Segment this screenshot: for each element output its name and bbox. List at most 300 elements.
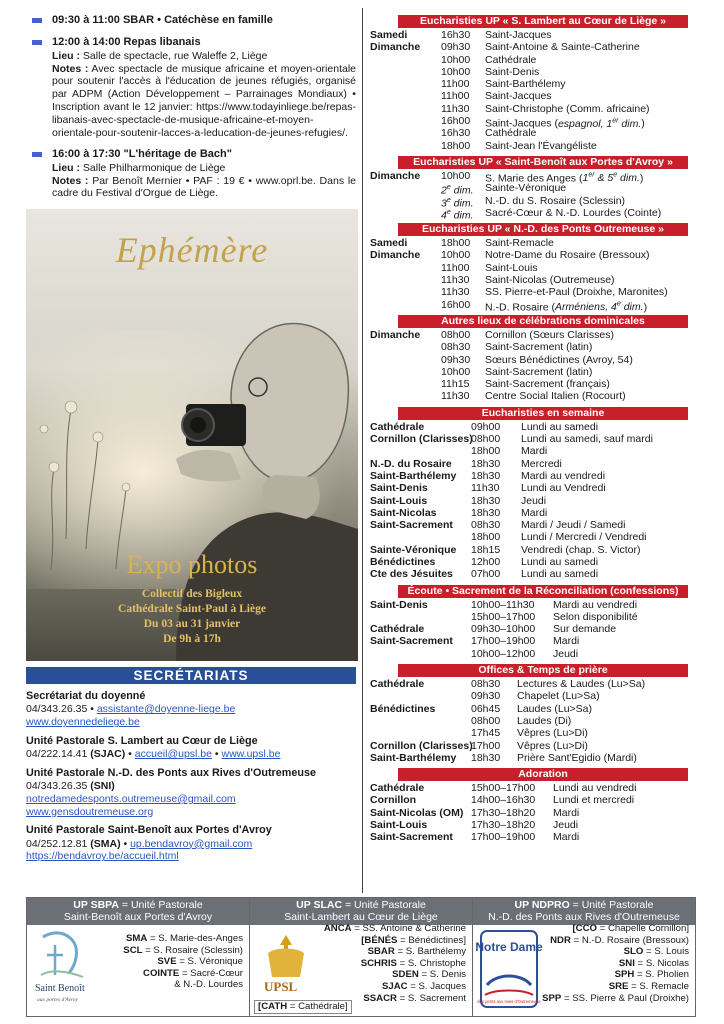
row-detail: Vêpres (Lu>Di): [517, 727, 588, 740]
row-place: [370, 366, 441, 378]
contact-text: •: [125, 748, 135, 761]
row-time: 10h00: [441, 249, 471, 262]
abbreviation-entry: SPP = SS. Pierre & Paul (Droixhe): [542, 992, 689, 1004]
unit-ndpro: [473, 898, 695, 1016]
abbreviation-entry: SPH = S. Pholien: [614, 969, 689, 981]
section-heading: Écoute • Sacrement de la Réconciliation (confessions): [398, 585, 688, 598]
row-time: 10h00–11h30: [471, 598, 535, 611]
contact-link[interactable]: www.gensdoutremeuse.org: [26, 805, 154, 818]
schedule-row: [370, 752, 694, 764]
schedule-row: [370, 648, 694, 660]
expo-poster: [26, 209, 358, 661]
row-detail: Lundi au samedi: [521, 555, 599, 568]
schedule-row: [370, 115, 694, 130]
schedule-row: [370, 194, 694, 210]
row-time: 08h00: [471, 714, 501, 727]
row-time: 18h30: [471, 469, 501, 482]
contact-link[interactable]: assistante@doyenne-liege.be: [96, 703, 236, 716]
secretariat-contact: [26, 748, 356, 761]
row-detail: Saint-Sacrement (latin): [485, 341, 593, 354]
row-time: 17h45: [471, 727, 501, 740]
row-detail: Vêpres (Lu>Di): [517, 739, 588, 752]
row-place: [370, 299, 441, 311]
section-heading: Autres lieux de célébrations dominicales: [398, 315, 688, 328]
abbreviation-entry: SMA = S. Marie-des-Anges: [125, 933, 243, 944]
event-detail-label: Notes :: [52, 174, 89, 187]
row-detail: Laudes (Lu>Sa): [517, 702, 593, 715]
row-detail: S. Marie des Anges (1er & 5e dim.): [485, 171, 644, 185]
row-place: [370, 195, 441, 207]
row-place: Cornillon: [370, 794, 417, 807]
schedule-row: [370, 458, 694, 470]
poster-title: Ephémère: [115, 230, 269, 271]
abbreviation-meaning: S. Louis: [654, 946, 689, 958]
schedule-row: [370, 703, 694, 715]
row-detail: Mardi: [553, 831, 580, 844]
row-place: [370, 727, 471, 739]
abbreviation-code: ANCA: [323, 923, 352, 934]
row-time: 18h00: [471, 531, 501, 544]
section-heading: Offices & Temps de prière: [398, 664, 688, 677]
schedule-row: [370, 169, 694, 185]
row-time: 15h00–17h00: [471, 610, 536, 623]
unit-kind: = Unité Pastorale: [572, 899, 654, 911]
abbreviation-entry: SDEN = S. Denis: [392, 969, 466, 981]
event-detail-text: Par Benoît Mernier • PAF : 19 € • www.oprl.be. Dans le cadre du Festival d'Orgue de Liège.: [52, 174, 356, 200]
row-time: 18h30: [471, 494, 501, 507]
row-time: 09h30: [441, 353, 471, 366]
row-place: Cathédrale: [370, 678, 425, 691]
abbreviation-code: SCL: [123, 944, 143, 956]
row-detail: Mardi: [553, 806, 580, 819]
row-place: Saint-Louis: [370, 494, 428, 507]
row-place: [370, 78, 441, 90]
secretariat-contact: [26, 850, 356, 863]
section-heading: Eucharisties UP « Saint-Benoît aux Portes d'Avroy »: [398, 156, 688, 169]
schedule-row: [370, 41, 694, 53]
unit-header: [250, 898, 472, 925]
unit-name: Saint-Benoît aux Portes d'Avroy: [63, 911, 213, 923]
contact-link[interactable]: accueil@upsl.be: [134, 748, 212, 761]
secretariat-title: Unité Pastorale Saint-Benoît aux Portes d'Avroy: [26, 824, 272, 837]
section-gap: [370, 152, 694, 155]
unit-name: Saint-Lambert au Cœur de Liège: [284, 911, 438, 923]
schedule-row: [370, 544, 694, 556]
event-item: [26, 36, 356, 139]
row-time: 18h00: [441, 139, 471, 152]
row-detail: Prière Sant'Egidio (Mardi): [517, 751, 637, 764]
abbreviation-entry: SCHRIS = S. Christophe: [360, 957, 466, 969]
row-time: 11h30: [441, 286, 470, 299]
schedule-row: [370, 66, 694, 78]
row-detail: Saint-Jacques: [485, 90, 552, 103]
schedule-row: [370, 286, 694, 298]
abbreviation-entry: NDR = N.-D. Rosaire (Bressoux): [550, 934, 689, 946]
abbreviation-meaning: S. Véronique: [187, 956, 243, 968]
row-place: [370, 54, 441, 66]
row-place: Saint-Sacrement: [370, 519, 453, 532]
row-time: 11h00: [441, 90, 470, 103]
contact-link[interactable]: www.upsl.be: [221, 748, 281, 761]
contact-code: (SMA): [90, 837, 121, 850]
row-detail: Saint-Christophe (Comm. africaine): [485, 102, 650, 115]
unit-kind: = Unité Pastorale: [344, 899, 426, 911]
row-time: 08h30: [441, 341, 471, 354]
row-time: 14h00–16h30: [471, 794, 536, 807]
contact-text: 04/343.26.35 •: [26, 703, 97, 716]
abbreviation-meaning: & N.-D. Lourdes: [174, 979, 243, 991]
upsl-logo: [258, 933, 314, 995]
unit-kind: = Unité Pastorale: [121, 899, 203, 911]
event-detail-label: Lieu :: [52, 161, 80, 174]
abbreviation-code: SJAC: [382, 980, 408, 992]
event-detail-label: Lieu :: [52, 49, 80, 62]
poster-line: Cathédrale Saint-Paul à Liège: [118, 603, 266, 616]
row-detail: Lundi / Mercredi / Vendredi: [521, 531, 647, 544]
abbreviation-meaning: S. Pholien: [645, 969, 689, 981]
row-place: Cornillon (Clarisses): [370, 739, 473, 752]
row-detail: Lundi au samedi: [521, 568, 599, 581]
logo-text: UPSL: [264, 979, 298, 994]
secretariats-heading: SECRÉTARIATS: [26, 667, 356, 684]
secretariat-title: Unité Pastorale N.-D. des Ponts aux Rives d'Outremeuse: [26, 766, 316, 779]
row-time: 16h00: [441, 115, 471, 128]
row-detail: Lundi au vendredi: [553, 782, 637, 795]
abbreviation-meaning: SS. Pierre & Paul (Droixhe): [572, 992, 689, 1004]
schedule-row: [370, 727, 694, 739]
row-detail: Mardi: [553, 635, 580, 648]
unit-header: [473, 898, 695, 925]
row-time: 08h00: [441, 328, 471, 341]
section-heading: Eucharisties UP « N.-D. des Ponts Outremeuse »: [398, 223, 688, 236]
row-time: 15h00–17h00: [471, 782, 536, 795]
secretariat-contact: [26, 838, 356, 851]
row-time: 11h00: [441, 78, 470, 91]
schedule-row: [370, 421, 694, 433]
schedule-row: [370, 378, 694, 390]
contact-link[interactable]: up.bendavroy@gmail.com: [130, 837, 253, 850]
row-place: Samedi: [370, 29, 408, 41]
abbreviation-meaning: Chapelle Cornillon]: [607, 923, 689, 934]
contact-link[interactable]: www.doyennedeliege.be: [26, 716, 140, 729]
abbreviation-code: SNI: [618, 957, 635, 969]
schedule-row: [370, 445, 694, 457]
row-time: 10h00: [441, 65, 471, 78]
event-item: [26, 14, 356, 27]
row-time: 09h30–10h00: [471, 623, 536, 636]
bullet-marker: [32, 152, 42, 157]
row-detail: Saint-Jacques: [485, 29, 552, 41]
row-place: Dimanche: [370, 249, 421, 262]
row-detail: Lundi au samedi: [521, 420, 599, 433]
row-place: Dimanche: [370, 169, 421, 182]
abbreviation-meaning: S. Remacle: [639, 980, 689, 992]
row-time: 16h30: [441, 29, 471, 41]
abbreviation-entry: SLO = S. Louis: [623, 946, 689, 958]
schedule-row: [370, 262, 694, 274]
row-place: [370, 286, 441, 298]
row-place: [370, 354, 441, 366]
abbreviation-meaning: S. Barthélemy: [405, 946, 466, 958]
row-place: Saint-Denis: [370, 598, 428, 611]
row-detail: Saint-Denis: [485, 65, 540, 78]
row-detail: Saint-Jean l'Évangéliste: [485, 139, 597, 152]
bullet-marker: [32, 18, 42, 23]
secretariat-contact: [26, 716, 356, 729]
unit-name: N.-D. des Ponts aux Rives d'Outremeuse: [488, 911, 680, 923]
abbreviation-entry: SBAR = S. Barthélemy: [367, 946, 466, 958]
row-time: 11h30: [441, 274, 470, 287]
row-detail: Saint-Sacrement (latin): [485, 365, 593, 378]
schedule-row: [370, 782, 694, 794]
row-detail: Mercredi: [521, 457, 562, 470]
contact-text: 04/252.12.81: [26, 837, 91, 850]
contact-text: •: [211, 748, 222, 761]
unit-code: UP NDPRO: [514, 899, 570, 911]
row-detail: Sur demande: [553, 623, 617, 636]
row-place: Dimanche: [370, 41, 421, 54]
abbreviation-code: SDEN: [392, 969, 419, 981]
schedule-row: [370, 341, 694, 353]
row-place: [370, 140, 441, 152]
row-time: 11h30: [471, 482, 500, 495]
abbreviation-meaning: S. Christophe: [407, 957, 466, 969]
row-time: 11h15: [441, 378, 470, 391]
row-time: 17h30–18h20: [471, 806, 536, 819]
schedule-row: [370, 29, 694, 41]
row-time: 18h30: [471, 457, 501, 470]
poster-line: Collectif des Bigleux: [141, 588, 243, 601]
row-time: 08h30: [471, 519, 501, 532]
contact-code: (SNI): [90, 780, 115, 793]
schedule-row: [370, 740, 694, 752]
row-detail: Mardi au vendredi: [553, 598, 638, 611]
row-detail: Mardi: [521, 506, 548, 519]
row-detail: SS. Pierre-et-Paul (Droixhe, Maronites): [485, 286, 668, 299]
schedule-row: [370, 519, 694, 531]
row-place: [370, 262, 441, 274]
row-time: 10h00: [441, 169, 471, 182]
section-gap: [370, 844, 694, 847]
row-place: Saint-Nicolas: [370, 506, 437, 519]
row-time: 17h00: [471, 739, 501, 752]
unit-code: UP SLAC: [296, 899, 343, 911]
row-time: 18h30: [471, 506, 501, 519]
row-time: 06h45: [471, 702, 501, 715]
row-detail: Laudes (Di): [517, 714, 572, 727]
event-detail: [52, 162, 356, 175]
row-place: [370, 648, 471, 660]
row-time: 10h00: [441, 365, 471, 378]
row-place: [370, 378, 441, 390]
event-title: 09:30 à 11:00 SBAR • Catéchèse en famille: [52, 14, 273, 26]
event-detail: [52, 50, 356, 63]
contact-text: 04/343.26.35: [26, 780, 91, 793]
schedule-row: [370, 715, 694, 727]
row-time: 17h00–19h00: [471, 635, 536, 648]
row-detail: N.-D. du S. Rosaire (Sclessin): [485, 194, 626, 207]
row-detail: Saint-Barthélemy: [485, 78, 566, 91]
schedule-row: [370, 237, 694, 249]
schedule-row: [370, 794, 694, 806]
row-place: Cte des Jésuites: [370, 568, 453, 581]
event-detail: [52, 175, 356, 201]
contact-text: •: [120, 837, 131, 850]
unit-abbreviations: [324, 923, 466, 1004]
row-place: [370, 115, 441, 127]
row-place: Saint-Barthélemy: [370, 751, 457, 764]
event-item: [26, 148, 356, 200]
row-place: Dimanche: [370, 328, 421, 341]
abbreviation-entry: SJAC = S. Jacques: [382, 980, 466, 992]
schedule-row: [370, 90, 694, 102]
row-place: Saint-Nicolas (OM): [370, 806, 464, 819]
abbreviation-code: SMA: [125, 933, 148, 944]
row-place: [370, 611, 471, 623]
row-detail: Centre Social Italien (Rocourt): [485, 390, 626, 403]
section-heading: Eucharisties en semaine: [398, 407, 688, 420]
row-place: [370, 690, 471, 702]
notre-dame-des-ponts-logo: [475, 929, 543, 1009]
row-time: 18h00: [441, 237, 471, 250]
schedule-row: [370, 206, 694, 222]
unit-slac: [250, 898, 473, 1016]
abbreviation-meaning: Sacré-Cœur: [190, 967, 243, 979]
abbreviation-code: [CCO: [572, 923, 597, 934]
abbreviation-code: SCHRIS: [360, 957, 397, 969]
row-place: Saint-Louis: [370, 819, 428, 832]
row-time: 18h30: [471, 751, 501, 764]
poster-line: Du 03 au 31 janvier: [143, 618, 241, 631]
section-gap: [370, 660, 694, 663]
schedule-row: [370, 78, 694, 90]
schedule-row: [370, 599, 694, 611]
row-detail: Jeudi: [553, 819, 579, 832]
event-detail-text: Avec spectacle de musique africaine et moyen-orientale pour soutenir l'accès à l'éducation de jeunes réfugiés, organisé par ADPM (Action Développement – Parrainages Mondiaux) • Inscription avant le 12 janvier: https://www.todayinliege.be/repas-libanais-avec-spectacle-de-musique-africaine-et-moyen-orientale-pour-soutenir-lacces-a-leducation-de-jeunes-refugies/.: [52, 62, 356, 139]
secretariat-block: [26, 824, 356, 863]
row-detail: Saint-Louis: [485, 261, 538, 274]
abbreviation-entry: [CCO = Chapelle Cornillon]: [572, 923, 689, 934]
row-time: 08h00: [471, 433, 501, 446]
row-detail: Mardi: [521, 445, 548, 458]
secretariat-title: Unité Pastorale S. Lambert au Cœur de Liège: [26, 734, 258, 747]
row-time: 2e dim.: [441, 184, 474, 197]
row-place: Bénédictines: [370, 555, 436, 568]
abbreviation-entry: COINTE = Sacré-Cœur: [143, 967, 243, 979]
unit-abbreviations: [542, 923, 689, 1004]
row-place: Saint-Sacrement: [370, 635, 453, 648]
abbreviation-entry: ANCA = SS. Antoine & Catherine: [323, 923, 466, 934]
row-detail: Saint-Jacques (espagnol, 1er dim.): [485, 117, 645, 130]
abbreviation-code: [BÉNÉS: [361, 934, 398, 946]
row-time: 10h00: [441, 53, 471, 66]
abbreviation-entry: SSACR = S. Sacrement: [363, 992, 466, 1004]
abbreviation-code: COINTE: [143, 967, 180, 979]
row-detail: N.-D. Rosaire (Arméniens, 4e dim.): [485, 300, 648, 314]
row-place: [370, 531, 471, 543]
row-place: [370, 103, 441, 115]
secretariat-block: [26, 690, 356, 729]
row-place: Saint-Barthélemy: [370, 469, 457, 482]
schedule-row: [370, 635, 694, 647]
row-time: 18h15: [471, 543, 501, 556]
row-place: [370, 207, 441, 219]
row-detail: Saint-Remacle: [485, 237, 554, 250]
event-detail-text: Salle de spectacle, rue Waleffe 2, Liège: [80, 49, 268, 62]
row-time: 12h00: [471, 555, 501, 568]
row-time: 17h00–19h00: [471, 831, 536, 844]
schedule-row: [370, 390, 694, 402]
event-title: 16:00 à 17:30 "L'héritage de Bach": [52, 148, 232, 161]
row-place: Sainte-Véronique: [370, 543, 457, 556]
abbreviation-meaning: SS. Antoine & Catherine: [362, 923, 466, 934]
saint-benoit-logo: [33, 929, 95, 1005]
abbreviation-code: SRE: [608, 980, 629, 992]
abbreviation-entry: SCL = S. Rosaire (Sclessin): [123, 944, 243, 956]
schedule-row: [370, 354, 694, 366]
abbreviation-code: SBAR: [367, 946, 395, 958]
secretariat-contact: [26, 806, 356, 819]
row-time: 11h00: [441, 261, 470, 274]
secretariat-contact: [26, 793, 356, 806]
unit-abbreviations: [123, 933, 243, 991]
schedule-row: [370, 54, 694, 66]
row-place: [370, 390, 441, 402]
schedule-column: [370, 14, 694, 847]
row-detail: Cathédrale: [485, 53, 537, 66]
row-place: Saint-Denis: [370, 482, 428, 495]
row-detail: Sainte-Véronique: [485, 182, 567, 195]
row-time: 09h30: [471, 690, 501, 703]
row-place: [370, 715, 471, 727]
abbreviation-meaning: Bénédictines]: [408, 934, 466, 946]
column-divider: [362, 8, 363, 893]
logo-subtext: des ponts aux rives d'Outremeuse: [477, 999, 541, 1004]
row-place: [370, 182, 441, 194]
contact-link[interactable]: https://bendavroy.be/accueil.html: [26, 850, 179, 863]
row-detail: Jeudi: [521, 494, 547, 507]
poster-subtitle: Expo photos: [126, 550, 258, 580]
secretariat-block: [26, 767, 356, 819]
schedule-row: [370, 807, 694, 819]
event-detail-label: Notes :: [52, 62, 89, 75]
abbreviation-entry: SRE = S. Remacle: [608, 980, 689, 992]
abbreviation-entry: [123, 979, 243, 991]
logo-text: Saint Benoît: [35, 983, 85, 994]
row-detail: Cathédrale: [485, 127, 537, 140]
unit-code: UP SBPA: [73, 899, 119, 911]
row-time: 09h00: [471, 420, 501, 433]
abbreviation-meaning: S. Denis: [429, 969, 466, 981]
logo-subtext: aux portes d'Avroy: [37, 997, 78, 1003]
section-heading: Adoration: [398, 768, 688, 781]
contact-link[interactable]: notredamedesponts.outremeuse@gmail.com: [26, 792, 236, 805]
row-detail: Jeudi: [553, 647, 579, 660]
logo-text: Notre Dame: [475, 940, 543, 954]
row-detail: Cornillon (Sœurs Clarisses): [485, 328, 614, 341]
secretariat-contact: [26, 703, 356, 716]
row-time: 07h00: [471, 568, 501, 581]
schedule-row: [370, 507, 694, 519]
row-time: 16h30: [441, 127, 471, 140]
schedule-row: [370, 298, 694, 314]
contact-code: (SJAC): [90, 748, 126, 761]
secretariat-title: Secrétariat du doyenné: [26, 690, 146, 703]
schedule-row: [370, 249, 694, 261]
abbreviation-meaning: N.-D. Rosaire (Bressoux): [581, 934, 689, 946]
row-detail: Vendredi (chap. S. Victor): [521, 543, 641, 556]
event-title: 12:00 à 14:00 Repas libanais: [52, 36, 201, 49]
